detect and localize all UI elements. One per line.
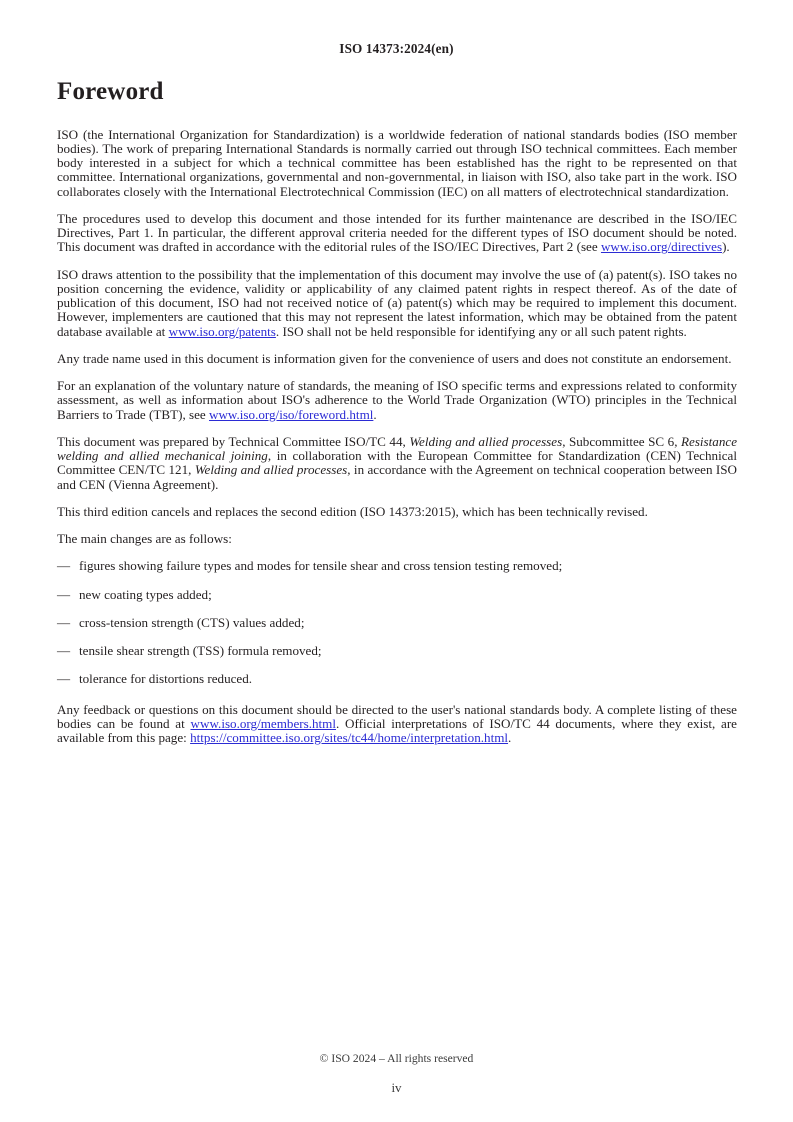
committee-title-sc6: Resistance welding and allied mechanical joining	[57, 433, 738, 463]
em-dash-marker: —	[57, 614, 71, 630]
link-iso-members[interactable]: www.iso.org/members.html	[190, 715, 337, 731]
page-content	[57, 78, 737, 745]
paragraph-iso-description: ISO (the International Organization for Standardization) is a worldwide federation of national standards bodies (ISO member bodies). The work of preparing International Standards is normally carried out through ISO technical committees. Each member body interested in a subject for which a technical committee has been established has the right to be represented on that committee. International organizations, governmental and non-governmental, in liaison with ISO, also take part in the work. ISO collaborates closely with the International Electrotechnical Commission (IEC) on all matters of electrotechnical standardization.	[57, 126, 737, 199]
page-title: Foreword	[57, 78, 164, 105]
paragraph-voluntary-tail: .	[373, 406, 377, 422]
committee-title-tc44: Welding and allied processes	[409, 433, 563, 449]
feedback-text-3: .	[508, 730, 512, 745]
paragraph-voluntary-text: For an explanation of the voluntary nature of standards, the meaning of ISO specific terms and expressions related to conformity assessment, as well as information about ISO's adherence to the World Trade Organization (WTO) principles in the Technical Barriers to Trade (TBT), see	[57, 378, 737, 422]
running-header: ISO 14373:2024(en)	[339, 41, 454, 56]
paragraph-edition: This third edition cancels and replaces the second edition (ISO 14373:2015), which has been technically revised.	[57, 503, 648, 519]
list-item	[57, 616, 737, 630]
changes-list	[57, 559, 737, 686]
committee-text-4: , in accordance with the Agreement on technical cooperation between ISO and CEN (Vienna Agreement).	[57, 462, 738, 492]
feedback-text-1: Any feedback or questions on this document should be directed to the user's national standards body. A complete listing of these bodies can be found at	[57, 701, 737, 731]
list-item-label: tolerance for distortions reduced.	[79, 671, 253, 687]
paragraph-patents-text: ISO draws attention to the possibility that the implementation of this document may involve the use of (a) patent(s). ISO takes no position concerning the evidence, validity or applicability of any claimed patent rights in respect thereof. As of the date of publication of this document, ISO had not received notice of (a) patent(s) which may be required to implement this document. However, implementers are cautioned that this may not represent the latest information, which may be obtained from the patent database available at	[57, 266, 737, 339]
list-item	[57, 672, 737, 686]
paragraph-procedures-tail: ).	[722, 239, 730, 255]
committee-text-3: , in collaboration with the European Committee for Standardization (CEN) Technical Committee CEN/TC 121,	[57, 448, 737, 478]
paragraph-patents	[57, 268, 737, 339]
paragraph-committee	[57, 435, 737, 492]
committee-title-cen-tc121: Welding and allied processes	[194, 462, 348, 478]
committee-text-2: , Subcommittee SC 6,	[562, 433, 682, 449]
paragraph-procedures	[57, 212, 737, 255]
list-item-label: new coating types added;	[79, 586, 212, 602]
link-iso-foreword[interactable]: www.iso.org/iso/foreword.html	[209, 406, 374, 422]
paragraph-patents-tail: . ISO shall not be held responsible for identifying any or all such patent rights.	[275, 323, 687, 339]
link-iso-directives[interactable]: www.iso.org/directives	[600, 239, 723, 255]
em-dash-marker: —	[57, 586, 71, 602]
link-tc44-interpretation[interactable]: https://committee.iso.org/sites/tc44/home/interpretation.html	[190, 730, 509, 745]
list-item-label: figures showing failure types and modes for tensile shear and cross tension testing removed;	[79, 558, 563, 574]
em-dash-marker: —	[57, 671, 71, 687]
footer-page-number: iv	[391, 1080, 402, 1095]
paragraph-procedures-text: The procedures used to develop this document and those intended for its further maintenance are described in the ISO/IEC Directives, Part 1. In particular, the different approval criteria needed for the different types of ISO document should be noted. This document was drafted in accordance with the editorial rules of the ISO/IEC Directives, Part 2 (see	[57, 210, 737, 255]
list-item	[57, 588, 737, 602]
paragraph-trade-name: Any trade name used in this document is information given for the convenience of users and does not constitute an endorsement.	[57, 350, 732, 366]
em-dash-marker: —	[57, 558, 71, 574]
list-item-label: cross-tension strength (CTS) values added;	[79, 614, 305, 630]
link-iso-patents[interactable]: www.iso.org/patents	[168, 323, 276, 339]
paragraph-feedback	[57, 703, 737, 746]
list-item	[57, 559, 737, 573]
feedback-text-2: . Official interpretations of ISO/TC 44 documents, where they exist, are available from this page:	[57, 715, 737, 745]
paragraph-voluntary-nature	[57, 379, 737, 422]
em-dash-marker: —	[57, 643, 71, 658]
footer-copyright: © ISO 2024 – All rights reserved	[319, 1052, 474, 1065]
list-item	[57, 644, 737, 658]
committee-text-1: This document was prepared by Technical Committee ISO/TC 44,	[57, 433, 410, 449]
list-item-label: tensile shear strength (TSS) formula removed;	[79, 643, 322, 658]
paragraph-main-changes-intro: The main changes are as follows:	[57, 531, 232, 546]
